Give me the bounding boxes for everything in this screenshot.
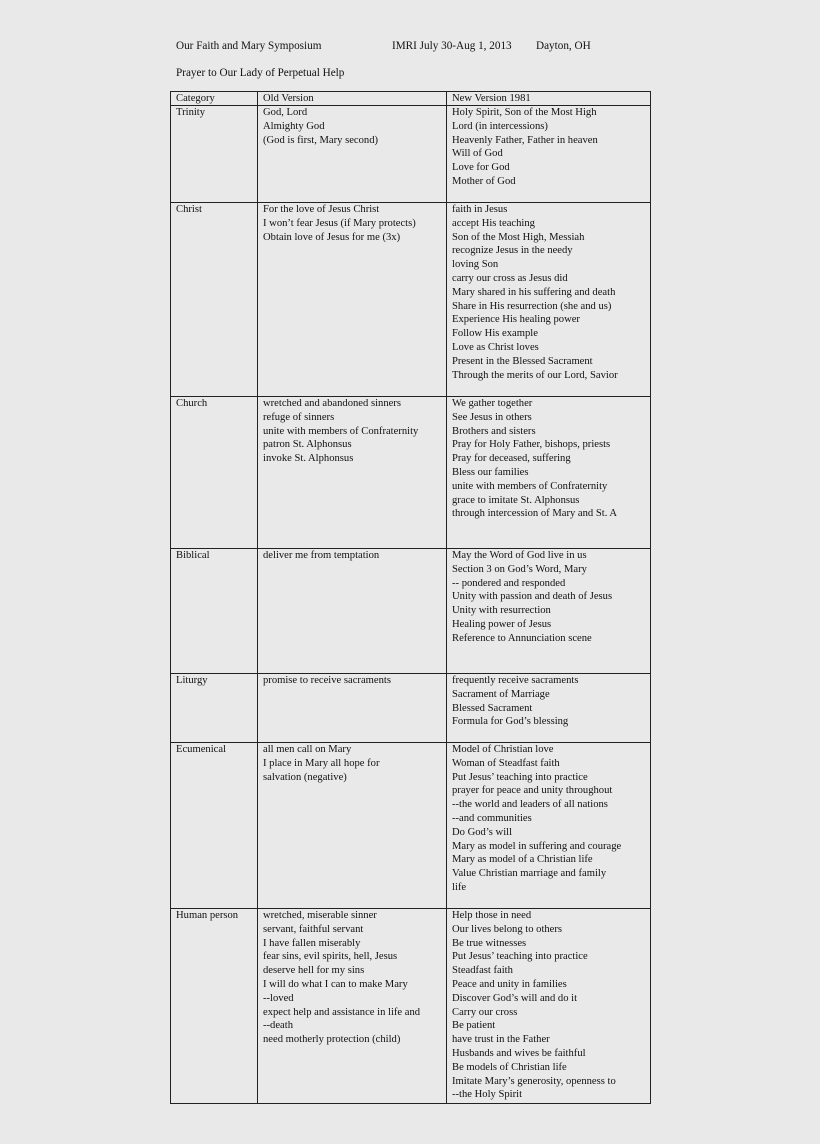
new-version-line: Healing power of Jesus (452, 618, 552, 630)
new-version-line: --the Holy Spirit (452, 1089, 523, 1101)
new-version-line: Heavenly Father, Father in heaven (452, 134, 598, 146)
new-version-line: Present in the Blessed Sacrament (452, 355, 593, 367)
new-version-line: through intercession of Mary and St. A (452, 508, 618, 520)
new-version-line: Love for God (452, 162, 510, 174)
new-version-line: Pray for deceased, suffering (452, 453, 571, 465)
new-version-line: Section 3 on God’s Word, Mary (452, 563, 587, 575)
header-event: Our Faith and Mary Symposium (176, 40, 322, 52)
new-version-line: Son of the Most High, Messiah (452, 231, 585, 243)
old-version-line: For the love of Jesus Christ (263, 204, 380, 215)
new-version-line: Through the merits of our Lord, Savior (452, 369, 618, 381)
table-row (171, 743, 651, 909)
category-cell: Christ (171, 203, 258, 397)
old-version-line: --death (263, 1020, 293, 1032)
new-version-line: grace to imitate St. Alphonsus (452, 494, 580, 506)
old-version-line: wretched, miserable sinner (263, 910, 377, 921)
new-version-line: Put Jesus’ teaching into practice (452, 951, 588, 963)
new-version-line: Model of Christian love (452, 744, 554, 755)
new-version-line: Discover God’s will and do it (452, 992, 578, 1004)
table-row (171, 397, 651, 549)
new-version-line: Reference to Annunciation scene (452, 632, 592, 644)
new-version-line: Be models of Christian life (452, 1061, 567, 1073)
old-version-line: patron St. Alphonsus (263, 439, 352, 451)
new-version-line: Share in His resurrection (she and us) (452, 300, 612, 312)
old-version-cell (258, 106, 447, 203)
old-version-line: refuge of sinners (263, 411, 335, 423)
category-cell: Liturgy (171, 674, 258, 743)
column-header-old-version: Old Version (258, 92, 447, 106)
new-version-line: Bless our families (452, 466, 529, 478)
new-version-line: Unity with passion and death of Jesus (452, 591, 613, 603)
new-version-cell (447, 743, 651, 909)
new-version-line: --and communities (452, 812, 532, 824)
old-version-line: I will do what I can to make Mary (263, 978, 408, 990)
new-version-cell (447, 106, 651, 203)
old-version-line: need motherly protection (child) (263, 1034, 401, 1046)
category-cell: Biblical (171, 549, 258, 674)
new-version-line: Husbands and wives be faithful (452, 1047, 586, 1059)
new-version-line: Mary as model of a Christian life (452, 854, 593, 866)
old-version-cell (258, 203, 447, 397)
new-version-line: Peace and unity in families (452, 978, 567, 990)
new-version-line: See Jesus in others (452, 411, 532, 423)
new-version-line: --the world and leaders of all nations (452, 799, 608, 811)
new-version-line: Help those in need (452, 910, 532, 921)
header-location: Dayton, OH (536, 40, 591, 52)
new-version-line: Put Jesus’ teaching into practice (452, 771, 588, 783)
new-version-line: have trust in the Father (452, 1034, 550, 1046)
new-version-line: recognize Jesus in the needy (452, 245, 573, 257)
old-version-line: deliver me from temptation (263, 550, 380, 561)
new-version-line: Love as Christ loves (452, 341, 539, 353)
new-version-line: Sacrament of Marriage (452, 688, 550, 700)
old-version-cell (258, 743, 447, 909)
old-version-line: unite with members of Confraternity (263, 425, 419, 437)
old-version-cell (258, 397, 447, 549)
document-subtitle: Prayer to Our Lady of Perpetual Help (176, 67, 345, 79)
old-version-line: salvation (negative) (263, 771, 347, 783)
column-header-category: Category (171, 92, 258, 106)
old-version-cell (258, 674, 447, 743)
old-version-line: Almighty God (263, 120, 325, 132)
new-version-line: Follow His example (452, 328, 538, 340)
old-version-line: I place in Mary all hope for (263, 757, 380, 769)
new-version-cell (447, 549, 651, 674)
new-version-line: Unity with resurrection (452, 605, 551, 617)
new-version-line: Mary as model in suffering and courage (452, 840, 622, 852)
table-header-row (171, 92, 651, 106)
new-version-cell (447, 674, 651, 743)
new-version-line: Be patient (452, 1020, 496, 1032)
category-cell: Human person (171, 909, 258, 1104)
new-version-line: Be true witnesses (452, 937, 527, 949)
new-version-line: Do God’s will (452, 826, 513, 838)
new-version-line: carry our cross as Jesus did (452, 272, 568, 284)
old-version-line: wretched and abandoned sinners (263, 398, 401, 409)
new-version-line: Woman of Steadfast faith (452, 757, 560, 769)
category-cell: Ecumenical (171, 743, 258, 909)
new-version-line: Holy Spirit, Son of the Most High (452, 107, 597, 118)
table-row (171, 106, 651, 203)
table-row (171, 549, 651, 674)
old-version-line: promise to receive sacraments (263, 675, 391, 686)
old-version-line: expect help and assistance in life and (263, 1006, 421, 1018)
old-version-line: (God is first, Mary second) (263, 134, 379, 146)
new-version-line: frequently receive sacraments (452, 675, 579, 686)
new-version-line: unite with members of Confraternity (452, 480, 608, 492)
old-version-line: all men call on Mary (263, 744, 352, 755)
new-version-line: Value Christian marriage and family (452, 868, 607, 880)
new-version-line: Will of God (452, 148, 503, 160)
new-version-cell (447, 203, 651, 397)
new-version-line: Mary shared in his suffering and death (452, 286, 616, 298)
new-version-cell (447, 397, 651, 549)
new-version-line: Steadfast faith (452, 965, 513, 977)
column-header-new-version: New Version 1981 (447, 92, 651, 106)
new-version-line: -- pondered and responded (452, 577, 566, 589)
table-row (171, 203, 651, 397)
old-version-line: Obtain love of Jesus for me (3x) (263, 231, 401, 243)
old-version-line: deserve hell for my sins (263, 965, 365, 977)
old-version-cell (258, 549, 447, 674)
new-version-line: Our lives belong to others (452, 923, 563, 935)
new-version-line: We gather together (452, 398, 533, 409)
table-row (171, 909, 651, 1104)
new-version-line: loving Son (452, 259, 499, 271)
new-version-line: faith in Jesus (452, 204, 508, 215)
new-version-line: Brothers and sisters (452, 425, 536, 437)
new-version-line: Imitate Mary’s generosity, openness to (452, 1075, 616, 1087)
category-cell: Church (171, 397, 258, 549)
new-version-cell (447, 909, 651, 1104)
new-version-line: Experience His healing power (452, 314, 580, 326)
new-version-line: Blessed Sacrament (452, 702, 533, 714)
old-version-line: invoke St. Alphonsus (263, 453, 354, 465)
old-version-cell (258, 909, 447, 1104)
new-version-line: Lord (in intercessions) (452, 120, 548, 132)
new-version-line: Pray for Holy Father, bishops, priests (452, 439, 611, 451)
new-version-line: life (452, 881, 467, 893)
old-version-line: --loved (263, 992, 294, 1004)
new-version-line: Carry our cross (452, 1006, 518, 1018)
old-version-line: I won’t fear Jesus (if Mary protects) (263, 217, 416, 229)
old-version-line: God, Lord (263, 107, 308, 118)
old-version-line: fear sins, evil spirits, hell, Jesus (263, 951, 398, 963)
category-cell: Trinity (171, 106, 258, 203)
old-version-line: I have fallen miserably (263, 937, 361, 949)
table-row (171, 674, 651, 743)
old-version-line: servant, faithful servant (263, 923, 364, 935)
new-version-line: May the Word of God live in us (452, 550, 587, 561)
new-version-line: accept His teaching (452, 217, 535, 229)
header-org-dates: IMRI July 30-Aug 1, 2013 (392, 40, 512, 52)
new-version-line: Formula for God’s blessing (452, 716, 569, 728)
comparison-table (170, 91, 651, 1104)
new-version-line: Mother of God (452, 175, 516, 187)
new-version-line: prayer for peace and unity throughout (452, 785, 613, 797)
